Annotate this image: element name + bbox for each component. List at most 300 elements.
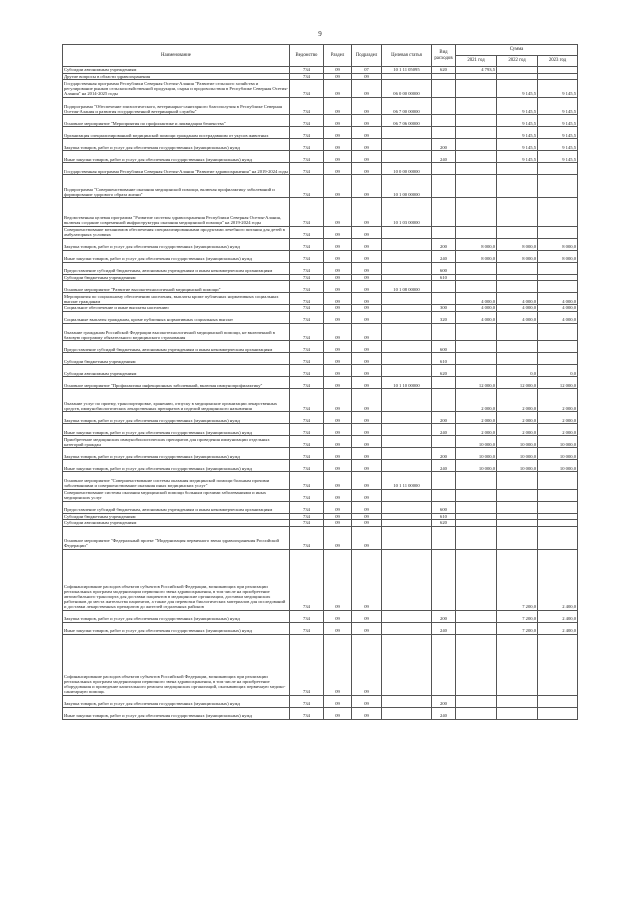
cell-2023: 9 145,5: [538, 115, 578, 127]
cell-dept: 734: [290, 281, 324, 293]
cell-subsection: 09: [352, 226, 382, 238]
cell-expense: 610: [432, 274, 456, 281]
cell-2022: [497, 323, 538, 341]
cell-target: [382, 707, 432, 719]
cell-expense: 200: [432, 238, 456, 250]
cell-expense: [432, 472, 456, 490]
cell-expense: 240: [432, 250, 456, 262]
cell-dept: 734: [290, 501, 324, 513]
cell-name: Организация специализированной медицинской помощи гражданам пострадавшим от укусов животных: [63, 127, 290, 139]
cell-dept: 734: [290, 323, 324, 341]
cell-expense: 240: [432, 707, 456, 719]
cell-section: 09: [324, 274, 352, 281]
cell-2021: [456, 501, 497, 513]
cell-2021: [456, 115, 497, 127]
table-row: [63, 634, 578, 695]
table-row: [63, 424, 578, 436]
cell-target: [382, 424, 432, 436]
cell-name: Совершенствование механизмов обеспечения специализированными продуктами лечебного питания для детей в амбулаторных условиях: [63, 226, 290, 238]
cell-target: [382, 127, 432, 139]
cell-target: [382, 323, 432, 341]
cell-target: [382, 139, 432, 151]
cell-subsection: 09: [352, 460, 382, 472]
cell-name: Иные закупки товаров, работ и услуг для обеспечения государственных (муниципальных) нужд: [63, 151, 290, 163]
cell-2022: [497, 501, 538, 513]
cell-2021: 10 000,0: [456, 448, 497, 460]
cell-expense: [432, 127, 456, 139]
table-row: [63, 472, 578, 490]
cell-dept: 734: [290, 80, 324, 98]
cell-section: 09: [324, 501, 352, 513]
table-row: [63, 262, 578, 274]
header-dept: Ведомство: [290, 45, 324, 67]
cell-2023: [538, 281, 578, 293]
cell-subsection: 09: [352, 293, 382, 305]
cell-section: 09: [324, 238, 352, 250]
cell-subsection: 09: [352, 707, 382, 719]
cell-target: [382, 460, 432, 472]
cell-2023: [538, 198, 578, 227]
page-number: 9: [318, 30, 322, 38]
cell-section: 09: [324, 323, 352, 341]
cell-subsection: 09: [352, 305, 382, 312]
cell-name: Оказание услуг по приему, транспортировке, хранению, отпуску в медицинские организации лекарственных средств, иммунобиологических лекарственных препаратов и изделий медицинского назначения: [63, 389, 290, 412]
cell-section: 09: [324, 226, 352, 238]
cell-name: Предоставление субсидий бюджетным, автономным учреждениям и иным некоммерческим организациям: [63, 341, 290, 353]
cell-2022: [497, 281, 538, 293]
cell-2021: 4 000,0: [456, 311, 497, 323]
cell-dept: 734: [290, 151, 324, 163]
cell-dept: 734: [290, 489, 324, 501]
cell-section: 09: [324, 389, 352, 412]
cell-subsection: 09: [352, 115, 382, 127]
cell-2022: 9 145,5: [497, 127, 538, 139]
cell-2022: 9 145,5: [497, 151, 538, 163]
table-row: [63, 281, 578, 293]
cell-section: 09: [324, 80, 352, 98]
cell-2023: [538, 472, 578, 490]
cell-expense: 200: [432, 695, 456, 707]
cell-2022: [497, 707, 538, 719]
cell-2022: [497, 175, 538, 198]
cell-subsection: 09: [352, 274, 382, 281]
cell-expense: [432, 226, 456, 238]
cell-2022: 9 145,5: [497, 80, 538, 98]
cell-2022: 2 000,0: [497, 424, 538, 436]
cell-dept: 734: [290, 262, 324, 274]
cell-target: [382, 293, 432, 305]
cell-2021: [456, 695, 497, 707]
cell-name: Основное мероприятие "Совершенствование системы оказания медицинской помощи больным прочими заболеваниями и совершенствование оказания иных медицинских услуг": [63, 472, 290, 490]
cell-dept: 734: [290, 238, 324, 250]
cell-2021: [456, 198, 497, 227]
cell-subsection: 09: [352, 341, 382, 353]
cell-2021: [456, 127, 497, 139]
cell-2023: [538, 226, 578, 238]
cell-expense: [432, 634, 456, 695]
table-row: [63, 695, 578, 707]
cell-section: 09: [324, 436, 352, 448]
cell-2021: [456, 549, 497, 610]
cell-2023: [538, 262, 578, 274]
table-row: [63, 115, 578, 127]
cell-2023: 9 145,5: [538, 139, 578, 151]
cell-dept: 734: [290, 115, 324, 127]
cell-name: Субсидии автономным учреждениям: [63, 67, 290, 74]
cell-target: 06 7 06 00000: [382, 115, 432, 127]
cell-dept: 734: [290, 549, 324, 610]
cell-section: 09: [324, 115, 352, 127]
cell-target: [382, 695, 432, 707]
cell-subsection: 09: [352, 389, 382, 412]
cell-dept: 734: [290, 377, 324, 389]
header-name: Наименование: [63, 45, 290, 67]
cell-subsection: 09: [352, 622, 382, 634]
cell-2021: [456, 97, 497, 115]
table-row: [63, 127, 578, 139]
cell-dept: 734: [290, 412, 324, 424]
cell-section: 09: [324, 97, 352, 115]
cell-dept: 734: [290, 695, 324, 707]
cell-expense: 240: [432, 622, 456, 634]
cell-dept: 734: [290, 139, 324, 151]
cell-dept: 734: [290, 311, 324, 323]
cell-dept: 734: [290, 305, 324, 312]
cell-dept: 734: [290, 389, 324, 412]
table-row: [63, 610, 578, 622]
cell-target: [382, 262, 432, 274]
cell-subsection: 09: [352, 198, 382, 227]
cell-name: Другие вопросы в области здравоохранения: [63, 73, 290, 80]
cell-expense: [432, 549, 456, 610]
cell-expense: [432, 97, 456, 115]
cell-subsection: 09: [352, 175, 382, 198]
cell-section: 09: [324, 73, 352, 80]
cell-subsection: 09: [352, 281, 382, 293]
cell-subsection: 09: [352, 377, 382, 389]
cell-name: Социальные выплаты гражданам, кроме публичных нормативных социальных выплат: [63, 311, 290, 323]
cell-2021: [456, 139, 497, 151]
table-row: [63, 311, 578, 323]
header-2023: 2023 год: [538, 56, 578, 67]
cell-2021: [456, 175, 497, 198]
cell-2022: 9 145,5: [497, 115, 538, 127]
table-row: [63, 549, 578, 610]
cell-dept: 734: [290, 472, 324, 490]
budget-table: [62, 44, 578, 720]
cell-name: Мероприятия по социальному обеспечению населения, выплаты кроме публичных нормативных социальных выплат гражданам: [63, 293, 290, 305]
cell-target: [382, 448, 432, 460]
cell-2021: [456, 323, 497, 341]
cell-2023: 4 000,0: [538, 311, 578, 323]
cell-expense: 200: [432, 412, 456, 424]
cell-section: 09: [324, 353, 352, 365]
cell-subsection: 09: [352, 353, 382, 365]
cell-target: 10 1 11 05095: [382, 67, 432, 74]
cell-2022: 0,0: [497, 365, 538, 377]
header-2022: 2022 год: [497, 56, 538, 67]
table-row: [63, 80, 578, 98]
cell-expense: 610: [432, 353, 456, 365]
cell-2022: [497, 353, 538, 365]
table-row: [63, 151, 578, 163]
table-row: [63, 293, 578, 305]
cell-2022: 7 200,0: [497, 610, 538, 622]
cell-section: 09: [324, 281, 352, 293]
cell-expense: [432, 115, 456, 127]
cell-name: Закупка товаров, работ и услуг для обеспечения государственных (муниципальных) нужд: [63, 695, 290, 707]
cell-dept: 734: [290, 520, 324, 527]
cell-2023: 10 000,0: [538, 460, 578, 472]
cell-section: 09: [324, 513, 352, 520]
cell-name: Государственная программа Республики Северная Осетия-Алания "Развитие сельского хозяйства и регулирование рынков сельскохозяйственной продукции, сырья и продовольствия в Республике Северная Осетия-Алания" на 2014-2025 годы: [64, 81, 288, 97]
cell-expense: 600: [432, 341, 456, 353]
cell-section: 09: [324, 695, 352, 707]
table-row: [63, 341, 578, 353]
cell-target: [382, 311, 432, 323]
cell-name: Иные закупки товаров, работ и услуг для обеспечения государственных (муниципальных) нужд: [63, 707, 290, 719]
cell-2023: 8 000,0: [538, 250, 578, 262]
cell-name: Закупка товаров, работ и услуг для обеспечения государственных (муниципальных) нужд: [63, 610, 290, 622]
header-expense: Вид расходов: [432, 45, 456, 67]
table-row: [63, 501, 578, 513]
header-section: Раздел: [324, 45, 352, 67]
cell-2021: [456, 489, 497, 501]
cell-target: 06 7 00 00000: [382, 97, 432, 115]
cell-target: 10 1 00 00000: [382, 175, 432, 198]
cell-dept: 734: [290, 127, 324, 139]
cell-expense: 610: [432, 513, 456, 520]
cell-dept: 734: [290, 198, 324, 227]
cell-dept: 734: [290, 73, 324, 80]
cell-subsection: 09: [352, 365, 382, 377]
cell-2022: 10 000,0: [497, 436, 538, 448]
cell-2022: [497, 489, 538, 501]
cell-subsection: 09: [352, 436, 382, 448]
cell-name: Субсидии автономным учреждениям: [63, 365, 290, 377]
cell-section: 09: [324, 175, 352, 198]
cell-target: [382, 151, 432, 163]
cell-2023: 2 400,0: [538, 549, 578, 610]
table-row: [63, 198, 578, 227]
cell-target: [382, 238, 432, 250]
cell-2023: 9 145,5: [538, 127, 578, 139]
cell-2022: 4 000,0: [497, 311, 538, 323]
cell-expense: [432, 323, 456, 341]
cell-target: 10 1 08 00000: [382, 281, 432, 293]
cell-expense: [432, 377, 456, 389]
cell-name: Софинансирование расходов объектов субъектов Российской Федерации, возникающих при реализации региональных программ модернизации первичного звена здравоохранения, в том числе на приобретение оборудования и проведение капитального ремонта медицинских организаций, оказывающих первичную медико-санитарную помощь: [63, 634, 290, 695]
cell-2021: 10 000,0: [456, 460, 497, 472]
cell-subsection: 09: [352, 526, 382, 549]
cell-dept: 734: [290, 634, 324, 695]
cell-expense: 200: [432, 610, 456, 622]
cell-section: 09: [324, 520, 352, 527]
cell-2023: 10 000,0: [538, 448, 578, 460]
cell-subsection: 09: [352, 489, 382, 501]
cell-2021: 4 793,5: [456, 67, 497, 74]
cell-expense: [432, 175, 456, 198]
cell-2021: [456, 151, 497, 163]
cell-expense: [432, 389, 456, 412]
cell-target: 10 1 03 00000: [382, 198, 432, 227]
cell-2023: 2 000,0: [538, 412, 578, 424]
cell-section: 09: [324, 526, 352, 549]
cell-2023: [538, 163, 578, 175]
cell-target: [382, 634, 432, 695]
cell-name: Закупка товаров, работ и услуг для обеспечения государственных (муниципальных) нужд: [63, 139, 290, 151]
cell-2023: [538, 489, 578, 501]
cell-2021: 4 000,0: [456, 305, 497, 312]
cell-dept: 734: [290, 67, 324, 74]
cell-2023: 2 000,0: [538, 389, 578, 412]
cell-subsection: 09: [352, 151, 382, 163]
cell-2022: 7 200,0: [497, 622, 538, 634]
cell-name: Социальное обеспечение и иные выплаты населению: [63, 305, 290, 312]
cell-2021: 8 000,0: [456, 250, 497, 262]
cell-target: [382, 610, 432, 622]
cell-dept: 734: [290, 353, 324, 365]
cell-subsection: 07: [352, 67, 382, 74]
cell-section: 09: [324, 424, 352, 436]
cell-dept: 734: [290, 424, 324, 436]
cell-target: 10 1 11 00000: [382, 472, 432, 490]
cell-name: Основное мероприятие "Федеральный проект "Модернизация первичного звена здравоохранения Российской Федерации": [63, 526, 290, 549]
cell-target: [382, 489, 432, 501]
cell-dept: 734: [290, 513, 324, 520]
cell-2022: 10 000,0: [497, 460, 538, 472]
cell-2022: [497, 634, 538, 695]
cell-section: 09: [324, 610, 352, 622]
cell-dept: 734: [290, 610, 324, 622]
cell-2023: 9 145,5: [538, 97, 578, 115]
cell-section: 09: [324, 377, 352, 389]
cell-2023: [538, 175, 578, 198]
table-row: [63, 365, 578, 377]
cell-subsection: 09: [352, 139, 382, 151]
cell-section: 09: [324, 448, 352, 460]
cell-2022: 9 145,5: [497, 139, 538, 151]
cell-section: 09: [324, 305, 352, 312]
cell-expense: 620: [432, 520, 456, 527]
cell-subsection: 09: [352, 127, 382, 139]
cell-name: Ведомственная целевая программа "Развитие системы здравоохранения Республики Северная Осетия-Алания, включая создание современной инфраструктуры оказания медицинской помощи" на 2019-2024 годы: [63, 198, 290, 227]
cell-subsection: 09: [352, 634, 382, 695]
cell-2021: [456, 80, 497, 98]
cell-section: 09: [324, 127, 352, 139]
cell-target: [382, 526, 432, 549]
cell-dept: 734: [290, 436, 324, 448]
table-row: [63, 412, 578, 424]
cell-2023: 2 400,0: [538, 610, 578, 622]
cell-subsection: 09: [352, 238, 382, 250]
table-row: [63, 436, 578, 448]
cell-target: [382, 412, 432, 424]
table-row: [63, 139, 578, 151]
cell-name: Предоставление субсидий бюджетным, автономным учреждениям и иным некоммерческим организациям: [63, 501, 290, 513]
table-row: [63, 250, 578, 262]
cell-subsection: 09: [352, 610, 382, 622]
cell-subsection: 09: [352, 472, 382, 490]
cell-2022: 4 000,0: [497, 293, 538, 305]
cell-name: Иные закупки товаров, работ и услуг для обеспечения государственных (муниципальных) нужд: [63, 424, 290, 436]
cell-expense: [432, 281, 456, 293]
cell-target: [382, 341, 432, 353]
cell-subsection: 09: [352, 97, 382, 115]
cell-subsection: 09: [352, 448, 382, 460]
cell-2023: 4 000,0: [538, 293, 578, 305]
table-row: [63, 707, 578, 719]
cell-2023: 10 000,0: [538, 436, 578, 448]
cell-section: 09: [324, 67, 352, 74]
cell-section: 09: [324, 311, 352, 323]
cell-section: 09: [324, 634, 352, 695]
cell-target: [382, 501, 432, 513]
table-row: [63, 238, 578, 250]
cell-2021: [456, 634, 497, 695]
cell-2021: [456, 472, 497, 490]
cell-2022: 9 145,5: [497, 97, 538, 115]
table-row: [63, 353, 578, 365]
cell-name: Закупка товаров, работ и услуг для обеспечения государственных (муниципальных) нужд: [63, 412, 290, 424]
cell-name: Основное мероприятие "Мероприятия по профилактике и ликвидации бешенства": [63, 115, 290, 127]
table-row: [63, 163, 578, 175]
cell-name: Основное мероприятие "Развитие высокотехнологичной медицинской помощи": [63, 281, 290, 293]
cell-name: Закупка товаров, работ и услуг для обеспечения государственных (муниципальных) нужд: [63, 238, 290, 250]
cell-target: [382, 353, 432, 365]
cell-2021: 4 000,0: [456, 293, 497, 305]
cell-dept: 734: [290, 226, 324, 238]
cell-2023: [538, 501, 578, 513]
cell-subsection: 09: [352, 501, 382, 513]
table-body: [63, 67, 578, 720]
cell-target: [382, 389, 432, 412]
cell-section: 09: [324, 163, 352, 175]
cell-2023: 8 000,0: [538, 238, 578, 250]
cell-2023: [538, 707, 578, 719]
cell-dept: 734: [290, 365, 324, 377]
cell-dept: 734: [290, 448, 324, 460]
cell-section: 09: [324, 198, 352, 227]
cell-2021: 10 000,0: [456, 436, 497, 448]
cell-section: 09: [324, 489, 352, 501]
cell-2023: [538, 353, 578, 365]
cell-name: Государственная программа Республики Северная Осетия-Алания "Развитие здравоохранения" на 2019-2024 годы: [63, 163, 290, 175]
cell-expense: [432, 163, 456, 175]
cell-expense: 200: [432, 139, 456, 151]
cell-section: 09: [324, 250, 352, 262]
table-row: [63, 448, 578, 460]
cell-expense: 240: [432, 151, 456, 163]
cell-subsection: 09: [352, 520, 382, 527]
cell-dept: 734: [290, 250, 324, 262]
cell-2022: [497, 163, 538, 175]
cell-section: 09: [324, 460, 352, 472]
table-row: [63, 622, 578, 634]
cell-name: Приобретение медицинских иммунобиологических препаратов для проведения иммунизации отдельных категорий граждан: [63, 436, 290, 448]
cell-2021: 2 000,0: [456, 424, 497, 436]
cell-subsection: 09: [352, 262, 382, 274]
cell-2022: [497, 198, 538, 227]
cell-section: 09: [324, 472, 352, 490]
cell-subsection: 09: [352, 695, 382, 707]
cell-expense: 600: [432, 501, 456, 513]
header-sum: Сумма: [456, 45, 578, 56]
cell-2021: [456, 365, 497, 377]
cell-2023: [538, 323, 578, 341]
cell-2022: 7 200,0: [497, 549, 538, 610]
cell-expense: 300: [432, 305, 456, 312]
